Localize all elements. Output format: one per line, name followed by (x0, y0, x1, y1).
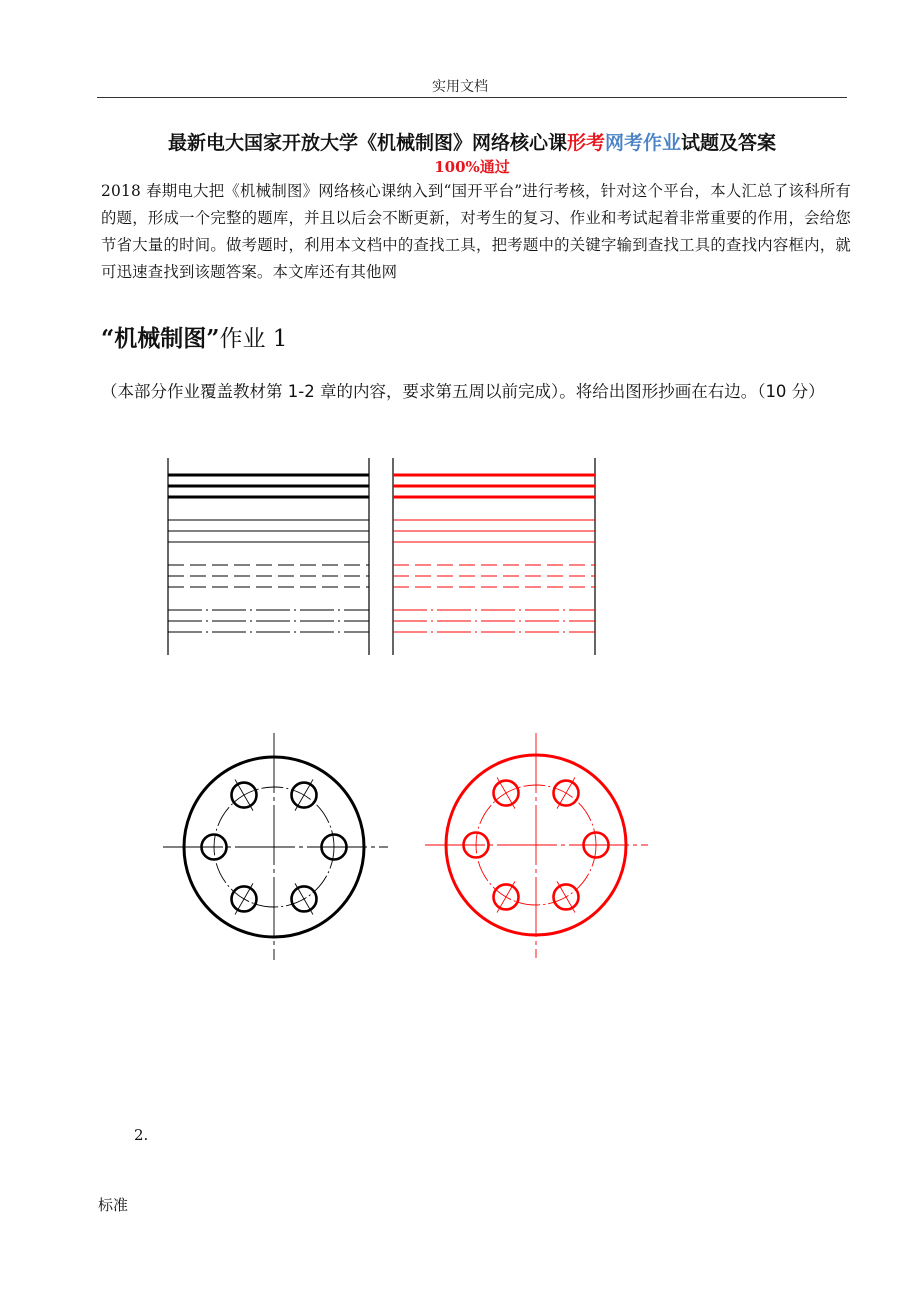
item-number: 2. (134, 1126, 149, 1144)
flange-copy (425, 733, 648, 958)
title-part-black: 最新电大国家开放大学《机械制图》网络核心课 (167, 132, 567, 154)
section-heading-course: “机械制图” (101, 325, 220, 352)
assignment-instruction: （本部分作业覆盖教材第 1-2 章的内容，要求第五周以前完成）。将给出图形抄画在右边。（10 分） (101, 382, 825, 401)
intro-paragraph: 2018 春期电大把《机械制图》网络核心课纳入到“国开平台”进行考核，针对这个平台，本人汇总了该科所有的题，形成一个完整的题库，并且以后会不断更新，对考生的复习、作业和考试起着非常重要的作用，会给您节省大量的时间。做考题时，利用本文档中的查找工具，把考题中的关键字输到查找工具的查找内容框内，就可迅速查找到该题答案。本文库还有其他网 (101, 182, 851, 281)
pass-rate-subtitle: 100%通过 (434, 158, 510, 176)
line-types-copy (393, 458, 595, 655)
title-part-red: 形考 (566, 132, 605, 154)
flange-original (163, 733, 388, 960)
line-types-original (168, 458, 369, 655)
page-header: 实用文档 (432, 79, 488, 95)
page-footer: 标准 (98, 1196, 129, 1214)
section-heading-assignment: 作业 1 (219, 326, 288, 352)
title-part-blue: 网考作业 (605, 132, 682, 154)
title-part-end: 试题及答案 (681, 132, 777, 154)
